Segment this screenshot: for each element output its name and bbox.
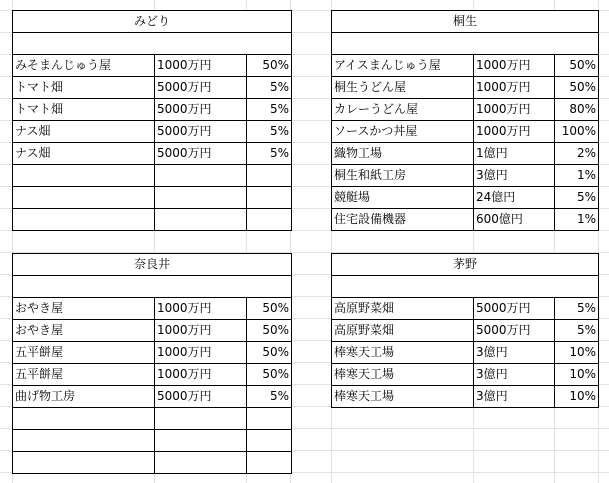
- table-narai: [12, 253, 292, 474]
- table-rows-kiryu: [332, 55, 599, 231]
- table-kiryu: [331, 10, 599, 231]
- cell-amount[interactable]: 600億円: [474, 209, 555, 231]
- table-row: [332, 320, 599, 342]
- cell-rate[interactable]: 5%: [247, 99, 292, 121]
- cell-rate[interactable]: 2%: [555, 143, 599, 165]
- cell-facility-name[interactable]: 桐生うどん屋: [332, 77, 474, 99]
- cell-facility-name[interactable]: 桐生和紙工房: [332, 165, 474, 187]
- table-row: [13, 77, 292, 99]
- cell-rate[interactable]: 100%: [555, 121, 599, 143]
- cell-rate[interactable]: 1%: [555, 165, 599, 187]
- cell-facility-name[interactable]: アイスまんじゅう屋: [332, 55, 474, 77]
- cell-facility-name[interactable]: トマト畑: [13, 99, 155, 121]
- cell-rate[interactable]: 1%: [555, 209, 599, 231]
- cell-amount[interactable]: 5000万円: [155, 77, 247, 99]
- cell-rate[interactable]: 50%: [555, 77, 599, 99]
- cell-amount[interactable]: [155, 209, 247, 231]
- empty-merged-cell[interactable]: [13, 276, 292, 298]
- table-row: [13, 386, 292, 408]
- table-row: [13, 209, 292, 231]
- table-title-narai[interactable]: 奈良井: [13, 254, 292, 276]
- cell-rate[interactable]: 80%: [555, 99, 599, 121]
- cell-facility-name[interactable]: [13, 209, 155, 231]
- cell-facility-name[interactable]: 棒寒天工場: [332, 386, 474, 408]
- cell-amount[interactable]: 5000万円: [155, 143, 247, 165]
- table-rows-narai: [13, 298, 292, 474]
- cell-amount[interactable]: [155, 187, 247, 209]
- cell-rate[interactable]: 5%: [247, 143, 292, 165]
- cell-amount[interactable]: 3億円: [474, 165, 555, 187]
- cell-amount[interactable]: 1億円: [474, 143, 555, 165]
- table-row: [332, 298, 599, 320]
- cell-amount[interactable]: [155, 452, 247, 474]
- cell-rate[interactable]: 10%: [555, 364, 599, 386]
- table-row: [332, 143, 599, 165]
- table-row: [13, 364, 292, 386]
- cell-rate[interactable]: 50%: [247, 364, 292, 386]
- cell-amount[interactable]: 1000万円: [155, 55, 247, 77]
- cell-amount[interactable]: [155, 408, 247, 430]
- cell-rate[interactable]: 50%: [247, 342, 292, 364]
- table-row: [13, 165, 292, 187]
- empty-merged-cell[interactable]: [13, 33, 292, 55]
- cell-amount[interactable]: 24億円: [474, 187, 555, 209]
- cell-rate[interactable]: [247, 452, 292, 474]
- cell-rate[interactable]: 5%: [247, 77, 292, 99]
- cell-facility-name[interactable]: 住宅設備機器: [332, 209, 474, 231]
- table-row: [13, 121, 292, 143]
- table-row: [13, 298, 292, 320]
- cell-rate[interactable]: [247, 209, 292, 231]
- cell-rate[interactable]: 50%: [247, 55, 292, 77]
- cell-facility-name[interactable]: [13, 187, 155, 209]
- cell-facility-name[interactable]: カレーうどん屋: [332, 99, 474, 121]
- cell-facility-name[interactable]: 五平餅屋: [13, 342, 155, 364]
- cell-facility-name[interactable]: ナス畑: [13, 121, 155, 143]
- table-row: [332, 55, 599, 77]
- table-row: [13, 408, 292, 430]
- cell-amount[interactable]: 1000万円: [474, 55, 555, 77]
- cell-facility-name[interactable]: 五平餅屋: [13, 364, 155, 386]
- cell-facility-name[interactable]: [13, 452, 155, 474]
- cell-facility-name[interactable]: トマト畑: [13, 77, 155, 99]
- table-rows-midori: [13, 55, 292, 231]
- cell-facility-name[interactable]: 曲げ物工房: [13, 386, 155, 408]
- table-title-chino[interactable]: 茅野: [332, 254, 599, 276]
- cell-amount[interactable]: 1000万円: [474, 77, 555, 99]
- table-row: [13, 342, 292, 364]
- table-row: [13, 430, 292, 452]
- cell-facility-name[interactable]: 織物工場: [332, 143, 474, 165]
- cell-facility-name[interactable]: [13, 165, 155, 187]
- cell-facility-name[interactable]: おやき屋: [13, 320, 155, 342]
- table-row: [332, 121, 599, 143]
- table-row: [13, 187, 292, 209]
- table-title-kiryu[interactable]: 桐生: [332, 11, 599, 33]
- cell-rate[interactable]: 50%: [247, 298, 292, 320]
- table-row: [13, 55, 292, 77]
- cell-facility-name[interactable]: 高原野菜畑: [332, 298, 474, 320]
- table-row: [332, 209, 599, 231]
- cell-facility-name[interactable]: 棒寒天工場: [332, 364, 474, 386]
- cell-rate[interactable]: 50%: [555, 55, 599, 77]
- cell-rate[interactable]: 5%: [247, 386, 292, 408]
- empty-merged-cell[interactable]: [332, 33, 599, 55]
- cell-amount[interactable]: 5000万円: [155, 386, 247, 408]
- table-row: [332, 77, 599, 99]
- table-midori: [12, 10, 292, 231]
- table-row: [13, 320, 292, 342]
- cell-facility-name[interactable]: [13, 430, 155, 452]
- cell-rate[interactable]: 10%: [555, 386, 599, 408]
- cell-amount[interactable]: 1000万円: [474, 121, 555, 143]
- cell-rate[interactable]: 5%: [555, 320, 599, 342]
- cell-amount[interactable]: 3億円: [474, 342, 555, 364]
- cell-amount[interactable]: 1000万円: [474, 99, 555, 121]
- cell-amount[interactable]: 5000万円: [155, 99, 247, 121]
- cell-facility-name[interactable]: ソースかつ丼屋: [332, 121, 474, 143]
- table-row: [332, 187, 599, 209]
- table-rows-chino: [332, 298, 599, 408]
- cell-facility-name[interactable]: 棒寒天工場: [332, 342, 474, 364]
- cell-rate[interactable]: [247, 165, 292, 187]
- cell-rate[interactable]: 5%: [555, 298, 599, 320]
- cell-amount[interactable]: 1000万円: [155, 320, 247, 342]
- table-chino: [331, 253, 599, 408]
- table-row: [332, 165, 599, 187]
- table-row: [332, 342, 599, 364]
- cell-amount[interactable]: [155, 165, 247, 187]
- cell-amount[interactable]: 3億円: [474, 364, 555, 386]
- cell-rate[interactable]: 10%: [555, 342, 599, 364]
- cell-amount[interactable]: [155, 430, 247, 452]
- table-row: [332, 364, 599, 386]
- cell-amount[interactable]: 1000万円: [155, 364, 247, 386]
- table-row: [13, 99, 292, 121]
- cell-amount[interactable]: 1000万円: [155, 298, 247, 320]
- cell-facility-name[interactable]: 競艇場: [332, 187, 474, 209]
- cell-rate[interactable]: 50%: [247, 320, 292, 342]
- cell-facility-name[interactable]: [13, 408, 155, 430]
- cell-facility-name[interactable]: おやき屋: [13, 298, 155, 320]
- cell-amount[interactable]: 1000万円: [155, 342, 247, 364]
- table-row: [332, 386, 599, 408]
- table-row: [13, 143, 292, 165]
- cell-rate[interactable]: [247, 408, 292, 430]
- table-row: [13, 452, 292, 474]
- cell-amount[interactable]: 3億円: [474, 386, 555, 408]
- cell-rate[interactable]: [247, 187, 292, 209]
- table-title-midori[interactable]: みどり: [13, 11, 292, 33]
- cell-facility-name[interactable]: みそまんじゅう屋: [13, 55, 155, 77]
- empty-merged-cell[interactable]: [332, 276, 599, 298]
- table-row: [332, 99, 599, 121]
- cell-amount[interactable]: 5000万円: [474, 320, 555, 342]
- cell-rate[interactable]: 5%: [555, 187, 599, 209]
- cell-facility-name[interactable]: ナス畑: [13, 143, 155, 165]
- cell-rate[interactable]: 5%: [247, 121, 292, 143]
- cell-facility-name[interactable]: 高原野菜畑: [332, 320, 474, 342]
- cell-amount[interactable]: 5000万円: [155, 121, 247, 143]
- cell-amount[interactable]: 5000万円: [474, 298, 555, 320]
- cell-rate[interactable]: [247, 430, 292, 452]
